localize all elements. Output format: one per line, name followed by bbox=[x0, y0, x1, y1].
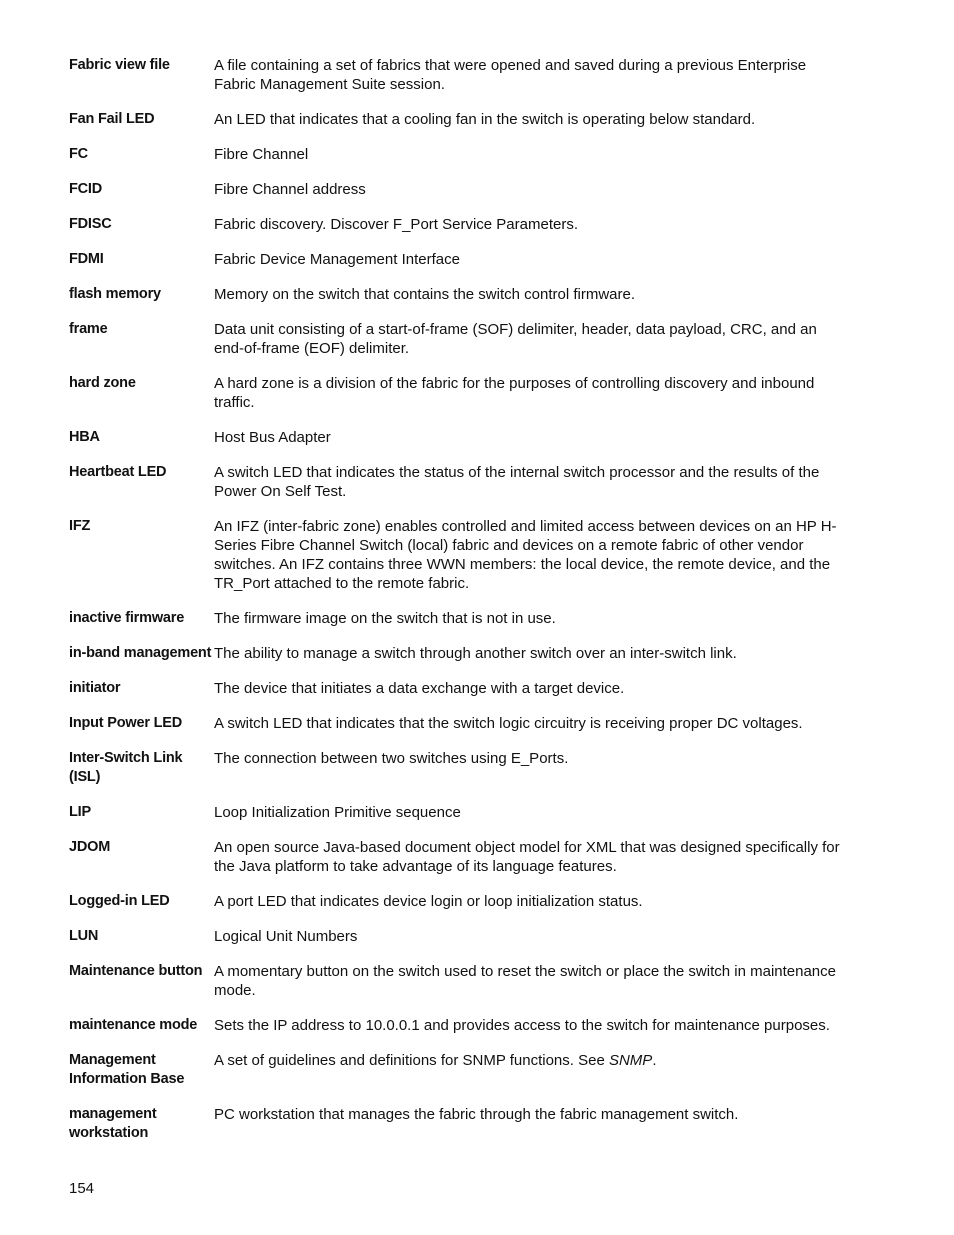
glossary-definition: PC workstation that manages the fabric through the fabric management switch. bbox=[214, 1106, 739, 1123]
glossary-entry bbox=[69, 56, 849, 94]
glossary-definition: Fibre Channel bbox=[214, 146, 309, 163]
glossary-term: LUN bbox=[69, 928, 99, 944]
glossary-entry bbox=[69, 927, 849, 946]
glossary-definition: A hard zone is a division of the fabric for the purposes of controlling discovery and inbound traffic. bbox=[214, 375, 815, 411]
glossary-entry bbox=[69, 962, 849, 1000]
glossary-entry bbox=[69, 1016, 849, 1035]
glossary-definition: Memory on the switch that contains the switch control firmware. bbox=[214, 286, 635, 303]
glossary-definition: Fabric discovery. Discover F_Port Service Parameters. bbox=[214, 216, 578, 233]
glossary-definition: The firmware image on the switch that is not in use. bbox=[214, 610, 556, 627]
glossary-definition: Fabric Device Management Interface bbox=[214, 251, 460, 268]
glossary-entry bbox=[69, 714, 849, 733]
glossary-term: Inter-Switch Link (ISL) bbox=[69, 750, 183, 785]
glossary-term: Logged-in LED bbox=[69, 893, 170, 909]
glossary-entry bbox=[69, 428, 849, 447]
cross-reference-link[interactable]: SNMP bbox=[608, 1052, 653, 1069]
glossary-definition: An IFZ (inter-fabric zone) enables controlled and limited access between devices on an HP H-Series Fibre Channel Switch (local) fabric and devices on a remote fabric of other vendor switches. An IFZ contains three WWN members: the local device, the remote device, and the TR_Port attached to the remote fabric. bbox=[214, 518, 837, 592]
glossary-definition: The device that initiates a data exchange with a target device. bbox=[214, 680, 625, 697]
glossary-term: management workstation bbox=[69, 1106, 157, 1141]
glossary-entry bbox=[69, 463, 849, 501]
glossary-definition: A switch LED that indicates the status of the internal switch processor and the results of the Power On Self Test. bbox=[214, 464, 820, 500]
glossary-definition: A switch LED that indicates that the switch logic circuitry is receiving proper DC voltages. bbox=[214, 715, 803, 732]
glossary-term: IFZ bbox=[69, 518, 91, 534]
glossary-entry bbox=[69, 320, 849, 358]
glossary-definition: Sets the IP address to 10.0.0.1 and provides access to the switch for maintenance purposes. bbox=[214, 1017, 830, 1034]
glossary-term: Input Power LED bbox=[69, 715, 183, 731]
glossary-definition-text: A set of guidelines and definitions for SNMP functions. See bbox=[214, 1052, 609, 1069]
glossary-definition: Host Bus Adapter bbox=[214, 429, 331, 446]
glossary-entry bbox=[69, 1105, 849, 1143]
glossary-term: FDMI bbox=[69, 251, 104, 267]
glossary-definition: A port LED that indicates device login or loop initialization status. bbox=[214, 893, 643, 910]
glossary-term: FC bbox=[69, 146, 88, 162]
glossary-entry bbox=[69, 250, 849, 269]
glossary-term: Management Information Base bbox=[69, 1052, 185, 1087]
page-number: 154 bbox=[69, 1180, 95, 1197]
glossary-definition: An LED that indicates that a cooling fan in the switch is operating below standard. bbox=[214, 111, 756, 128]
glossary-entry bbox=[69, 803, 849, 822]
glossary-definition: A momentary button on the switch used to reset the switch or place the switch in maintenance mode. bbox=[214, 963, 836, 999]
glossary-definition: Loop Initialization Primitive sequence bbox=[214, 804, 461, 821]
glossary-term: initiator bbox=[69, 680, 121, 696]
glossary-definition: The ability to manage a switch through another switch over an inter-switch link. bbox=[214, 645, 737, 662]
glossary-term: Maintenance button bbox=[69, 963, 203, 979]
glossary-entry bbox=[69, 285, 849, 304]
glossary-term: in-band management bbox=[69, 645, 212, 661]
glossary-term: Fabric view file bbox=[69, 57, 170, 73]
glossary-entry bbox=[69, 679, 849, 698]
glossary-term: hard zone bbox=[69, 375, 136, 391]
glossary-term: maintenance mode bbox=[69, 1017, 198, 1033]
glossary-term: JDOM bbox=[69, 839, 111, 855]
glossary-term: FCID bbox=[69, 181, 103, 197]
glossary-definition bbox=[214, 1051, 849, 1070]
glossary-entry bbox=[69, 180, 849, 199]
glossary-entry bbox=[69, 517, 849, 593]
glossary-entry bbox=[69, 145, 849, 164]
glossary-term: inactive firmware bbox=[69, 610, 185, 626]
glossary-entry bbox=[69, 644, 849, 663]
glossary-definition-end: . bbox=[652, 1052, 657, 1069]
glossary-definition: Fibre Channel address bbox=[214, 181, 366, 198]
glossary-entry bbox=[69, 609, 849, 628]
glossary-term: frame bbox=[69, 321, 108, 337]
glossary-entry bbox=[69, 215, 849, 234]
glossary-entry bbox=[69, 892, 849, 911]
glossary-definition: Data unit consisting of a start-of-frame (SOF) delimiter, header, data payload, CRC, and an end-of-frame (EOF) delimiter. bbox=[214, 321, 817, 357]
glossary-term: FDISC bbox=[69, 216, 112, 232]
glossary-definition: The connection between two switches using E_Ports. bbox=[214, 750, 569, 767]
glossary-term: flash memory bbox=[69, 286, 161, 302]
glossary-list bbox=[69, 56, 849, 1159]
glossary-definition: A file containing a set of fabrics that were opened and saved during a previous Enterprise Fabric Management Suite session. bbox=[214, 57, 807, 93]
glossary-definition: Logical Unit Numbers bbox=[214, 928, 358, 945]
glossary-term: LIP bbox=[69, 804, 91, 820]
glossary-term: Heartbeat LED bbox=[69, 464, 167, 480]
glossary-definition: An open source Java-based document object model for XML that was designed specifically for the Java platform to take advantage of its language features. bbox=[214, 839, 840, 875]
glossary-entry bbox=[69, 749, 849, 787]
glossary-term: Fan Fail LED bbox=[69, 111, 155, 127]
glossary-entry bbox=[69, 110, 849, 129]
glossary-entry bbox=[69, 838, 849, 876]
glossary-entry bbox=[69, 374, 849, 412]
glossary-entry bbox=[69, 1051, 849, 1089]
glossary-term: HBA bbox=[69, 429, 100, 445]
